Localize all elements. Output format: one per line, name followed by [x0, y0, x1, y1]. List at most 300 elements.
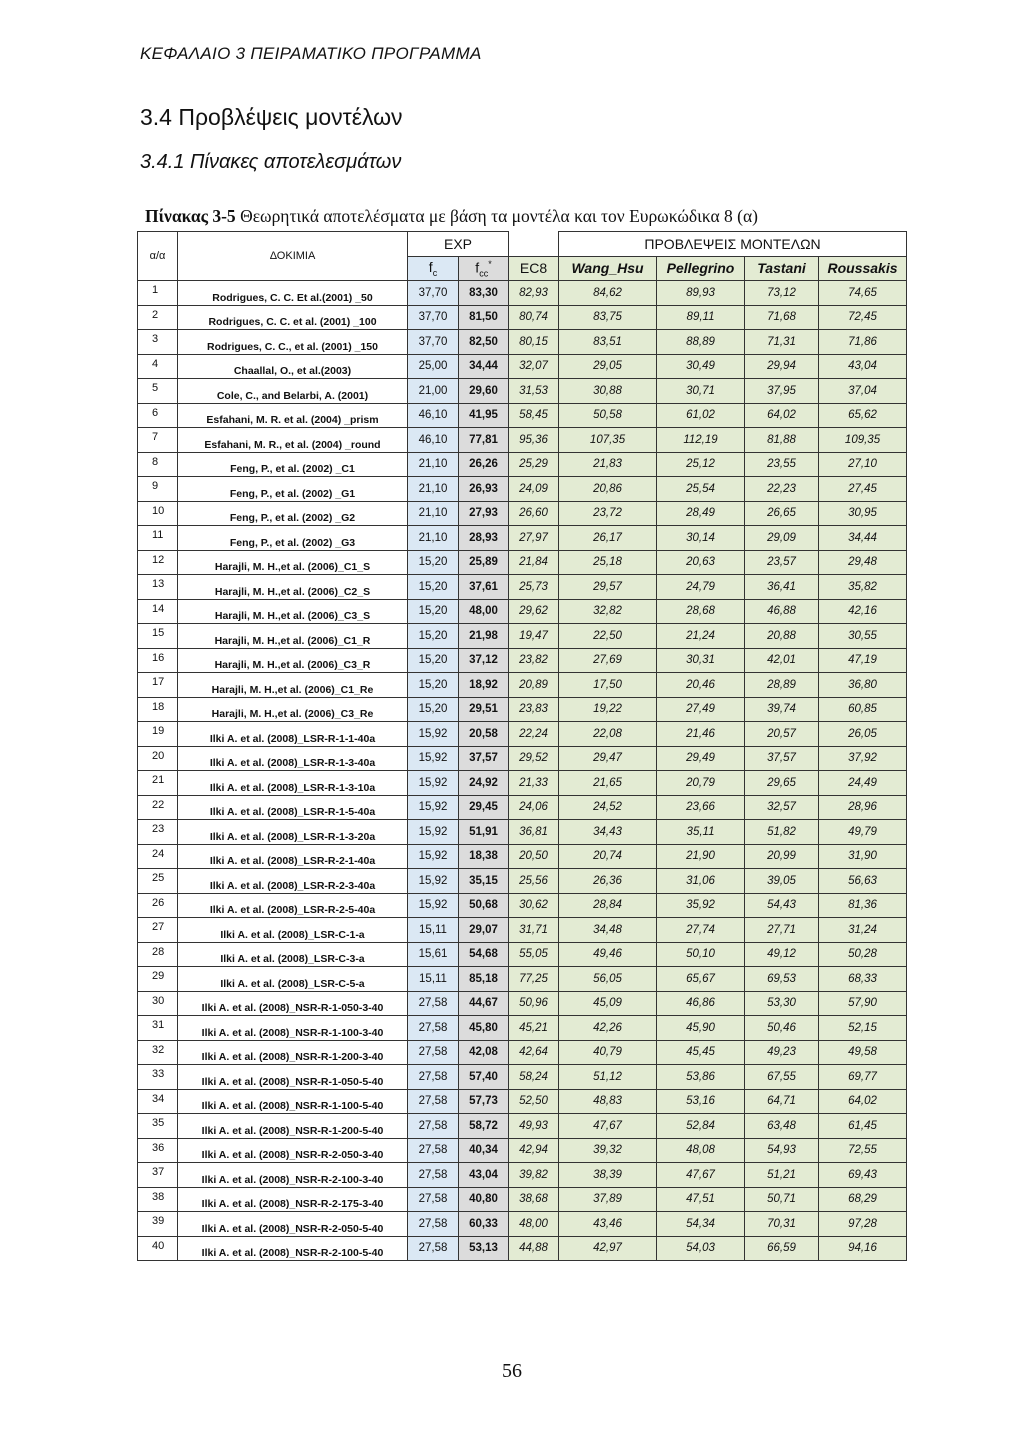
- test-name: Ilki A. et al. (2008)_LSR-R-1-3-40a: [178, 746, 408, 771]
- table-row: [138, 893, 907, 918]
- row-number: 1: [138, 281, 178, 306]
- fcc-value: 29,45: [459, 795, 509, 820]
- wang-hsu-value: 22,08: [559, 722, 657, 747]
- row-number: 8: [138, 452, 178, 477]
- fc-value: 37,70: [408, 330, 459, 355]
- pellegrino-value: 27,49: [657, 697, 745, 722]
- test-name: Ilki A. et al. (2008)_NSR-R-2-175-3-40: [178, 1187, 408, 1212]
- fc-value: 15,92: [408, 795, 459, 820]
- row-number: 29: [138, 967, 178, 992]
- roussakis-value: 74,65: [819, 281, 907, 306]
- row-number: 11: [138, 526, 178, 551]
- fcc-value: 40,34: [459, 1138, 509, 1163]
- fc-value: 27,58: [408, 1089, 459, 1114]
- row-number: 17: [138, 673, 178, 698]
- pellegrino-value: 89,11: [657, 305, 745, 330]
- roussakis-value: 109,35: [819, 428, 907, 453]
- fc-value: 27,58: [408, 1163, 459, 1188]
- table-row: [138, 281, 907, 306]
- test-name: Ilki A. et al. (2008)_LSR-R-1-1-40a: [178, 722, 408, 747]
- row-number: 13: [138, 575, 178, 600]
- table-row: [138, 1163, 907, 1188]
- table-row: [138, 1089, 907, 1114]
- tastani-value: 27,71: [745, 918, 819, 943]
- table-row: [138, 330, 907, 355]
- tastani-value: 39,05: [745, 869, 819, 894]
- fc-value: 46,10: [408, 403, 459, 428]
- table-row: [138, 477, 907, 502]
- fcc-value: 37,57: [459, 746, 509, 771]
- table-row: [138, 305, 907, 330]
- test-name: Ilki A. et al. (2008)_NSR-R-1-100-3-40: [178, 1016, 408, 1041]
- table-row: [138, 354, 907, 379]
- ec8-value: 58,24: [509, 1065, 559, 1090]
- fcc-value: 48,00: [459, 599, 509, 624]
- fc-value: 15,92: [408, 746, 459, 771]
- fc-value: 27,58: [408, 1187, 459, 1212]
- fc-value: 21,00: [408, 379, 459, 404]
- fcc-value: 44,67: [459, 991, 509, 1016]
- roussakis-value: 65,62: [819, 403, 907, 428]
- fcc-value: 41,95: [459, 403, 509, 428]
- ec8-value: 36,81: [509, 820, 559, 845]
- fc-value: 37,70: [408, 305, 459, 330]
- row-number: 38: [138, 1187, 178, 1212]
- test-name: Harajli, M. H.,et al. (2006)_C3_R: [178, 648, 408, 673]
- test-name: Chaallal, O., et al.(2003): [178, 354, 408, 379]
- ec8-value: 80,15: [509, 330, 559, 355]
- table-row: [138, 1236, 907, 1261]
- table-row: [138, 403, 907, 428]
- fcc-value: 35,15: [459, 869, 509, 894]
- row-number: 15: [138, 624, 178, 649]
- ec8-value: 32,07: [509, 354, 559, 379]
- table-row: [138, 991, 907, 1016]
- wang-hsu-value: 29,05: [559, 354, 657, 379]
- table-caption: [145, 206, 758, 227]
- tastani-value: 50,46: [745, 1016, 819, 1041]
- wang-hsu-value: 25,18: [559, 550, 657, 575]
- table-row: [138, 550, 907, 575]
- test-name: Ilki A. et al. (2008)_NSR-R-1-100-5-40: [178, 1089, 408, 1114]
- fcc-value: 20,58: [459, 722, 509, 747]
- fc-value: 37,70: [408, 281, 459, 306]
- roussakis-value: 52,15: [819, 1016, 907, 1041]
- fc-value: 21,10: [408, 501, 459, 526]
- pellegrino-value: 23,66: [657, 795, 745, 820]
- table-row: [138, 746, 907, 771]
- row-number: 10: [138, 501, 178, 526]
- wang-hsu-value: 24,52: [559, 795, 657, 820]
- wang-hsu-value: 30,88: [559, 379, 657, 404]
- ec8-value: 23,83: [509, 697, 559, 722]
- tastani-value: 64,71: [745, 1089, 819, 1114]
- fcc-value: 26,26: [459, 452, 509, 477]
- wang-hsu-value: 21,83: [559, 452, 657, 477]
- roussakis-value: 30,95: [819, 501, 907, 526]
- ec8-value: 25,73: [509, 575, 559, 600]
- pellegrino-value: 27,74: [657, 918, 745, 943]
- page-number: 56: [502, 1360, 522, 1382]
- table-row: [138, 820, 907, 845]
- table-row: [138, 452, 907, 477]
- roussakis-value: 31,24: [819, 918, 907, 943]
- pellegrino-value: 89,93: [657, 281, 745, 306]
- test-name: Ilki A. et al. (2008)_NSR-R-1-200-3-40: [178, 1040, 408, 1065]
- ec8-value: 30,62: [509, 893, 559, 918]
- ec8-value: 45,21: [509, 1016, 559, 1041]
- fcc-value: 40,80: [459, 1187, 509, 1212]
- ec8-value: 22,24: [509, 722, 559, 747]
- fc-value: 15,20: [408, 599, 459, 624]
- row-number: 35: [138, 1114, 178, 1139]
- ec8-value: 21,84: [509, 550, 559, 575]
- header-gap: [509, 232, 559, 257]
- test-name: Ilki A. et al. (2008)_NSR-R-2-100-5-40: [178, 1236, 408, 1261]
- tastani-value: 36,41: [745, 575, 819, 600]
- wang-hsu-value: 22,50: [559, 624, 657, 649]
- test-name: Ilki A. et al. (2008)_NSR-R-2-050-3-40: [178, 1138, 408, 1163]
- row-number: 24: [138, 844, 178, 869]
- test-name: Feng, P., et al. (2002) _G1: [178, 477, 408, 502]
- table-row: [138, 526, 907, 551]
- roussakis-value: 69,43: [819, 1163, 907, 1188]
- test-name: Ilki A. et al. (2008)_LSR-R-1-3-10a: [178, 771, 408, 796]
- test-name: Ilki A. et al. (2008)_NSR-R-1-200-5-40: [178, 1114, 408, 1139]
- fcc-value: 81,50: [459, 305, 509, 330]
- pellegrino-value: 20,79: [657, 771, 745, 796]
- header-ec8: EC8: [509, 256, 559, 281]
- table-row: [138, 697, 907, 722]
- row-number: 37: [138, 1163, 178, 1188]
- tastani-value: 26,65: [745, 501, 819, 526]
- pellegrino-value: 29,49: [657, 746, 745, 771]
- roussakis-value: 29,48: [819, 550, 907, 575]
- ec8-value: 77,25: [509, 967, 559, 992]
- test-name: Harajli, M. H.,et al. (2006)_C1_S: [178, 550, 408, 575]
- ec8-value: 25,56: [509, 869, 559, 894]
- tastani-value: 54,93: [745, 1138, 819, 1163]
- roussakis-value: 61,45: [819, 1114, 907, 1139]
- test-name: Harajli, M. H.,et al. (2006)_C3_Re: [178, 697, 408, 722]
- fc-value: 15,20: [408, 673, 459, 698]
- fcc-value: 43,04: [459, 1163, 509, 1188]
- table-row: [138, 648, 907, 673]
- row-number: 34: [138, 1089, 178, 1114]
- ec8-value: 20,89: [509, 673, 559, 698]
- pellegrino-value: 88,89: [657, 330, 745, 355]
- fcc-value: 60,33: [459, 1212, 509, 1237]
- roussakis-value: 97,28: [819, 1212, 907, 1237]
- test-name: Ilki A. et al. (2008)_LSR-R-2-3-40a: [178, 869, 408, 894]
- pellegrino-value: 21,46: [657, 722, 745, 747]
- results-table: [137, 231, 907, 1261]
- row-number: 19: [138, 722, 178, 747]
- wang-hsu-value: 42,26: [559, 1016, 657, 1041]
- wang-hsu-value: 49,46: [559, 942, 657, 967]
- header-roussakis: Roussakis: [819, 256, 907, 281]
- ec8-value: 19,47: [509, 624, 559, 649]
- fc-value: 27,58: [408, 1236, 459, 1261]
- fc-value: 15,92: [408, 820, 459, 845]
- fcc-value: 26,93: [459, 477, 509, 502]
- table-row: [138, 869, 907, 894]
- wang-hsu-value: 39,32: [559, 1138, 657, 1163]
- test-name: Esfahani, M. R. et al. (2004) _prism: [178, 403, 408, 428]
- pellegrino-value: 28,49: [657, 501, 745, 526]
- row-number: 33: [138, 1065, 178, 1090]
- pellegrino-value: 112,19: [657, 428, 745, 453]
- roussakis-value: 35,82: [819, 575, 907, 600]
- tastani-value: 29,09: [745, 526, 819, 551]
- tastani-value: 71,31: [745, 330, 819, 355]
- row-number: 16: [138, 648, 178, 673]
- tastani-value: 37,57: [745, 746, 819, 771]
- table-row: [138, 1187, 907, 1212]
- row-number: 23: [138, 820, 178, 845]
- ec8-value: 50,96: [509, 991, 559, 1016]
- pellegrino-value: 30,31: [657, 648, 745, 673]
- table-row: [138, 428, 907, 453]
- ec8-value: 31,71: [509, 918, 559, 943]
- fcc-value: 27,93: [459, 501, 509, 526]
- caption-label: Πίνακας 3-5: [145, 206, 236, 226]
- wang-hsu-value: 84,62: [559, 281, 657, 306]
- wang-hsu-value: 43,46: [559, 1212, 657, 1237]
- fc-value: 15,92: [408, 771, 459, 796]
- fcc-value: 58,72: [459, 1114, 509, 1139]
- wang-hsu-value: 83,75: [559, 305, 657, 330]
- wang-hsu-value: 20,74: [559, 844, 657, 869]
- pellegrino-value: 53,16: [657, 1089, 745, 1114]
- wang-hsu-value: 26,17: [559, 526, 657, 551]
- wang-hsu-value: 37,89: [559, 1187, 657, 1212]
- subsection-title: 3.4.1 Πίνακες αποτελεσμάτων: [140, 151, 402, 173]
- wang-hsu-value: 40,79: [559, 1040, 657, 1065]
- roussakis-value: 43,04: [819, 354, 907, 379]
- wang-hsu-value: 42,97: [559, 1236, 657, 1261]
- test-name: Ilki A. et al. (2008)_LSR-R-2-5-40a: [178, 893, 408, 918]
- fcc-value: 28,93: [459, 526, 509, 551]
- fcc-value: 34,44: [459, 354, 509, 379]
- row-number: 32: [138, 1040, 178, 1065]
- ec8-value: 21,33: [509, 771, 559, 796]
- fc-value: 21,10: [408, 526, 459, 551]
- fcc-value: 77,81: [459, 428, 509, 453]
- fc-value: 27,58: [408, 1065, 459, 1090]
- roussakis-value: 81,36: [819, 893, 907, 918]
- row-number: 6: [138, 403, 178, 428]
- pellegrino-value: 47,51: [657, 1187, 745, 1212]
- row-number: 12: [138, 550, 178, 575]
- tastani-value: 81,88: [745, 428, 819, 453]
- ec8-value: 27,97: [509, 526, 559, 551]
- row-number: 22: [138, 795, 178, 820]
- fc-value: 15,20: [408, 624, 459, 649]
- fcc-value: 21,98: [459, 624, 509, 649]
- wang-hsu-value: 38,39: [559, 1163, 657, 1188]
- ec8-value: 25,29: [509, 452, 559, 477]
- test-name: Harajli, M. H.,et al. (2006)_C3_S: [178, 599, 408, 624]
- wang-hsu-value: 27,69: [559, 648, 657, 673]
- fc-value: 15,92: [408, 722, 459, 747]
- row-number: 18: [138, 697, 178, 722]
- tastani-value: 37,95: [745, 379, 819, 404]
- roussakis-value: 42,16: [819, 599, 907, 624]
- test-name: Feng, P., et al. (2002) _G2: [178, 501, 408, 526]
- roussakis-value: 57,90: [819, 991, 907, 1016]
- tastani-value: 54,43: [745, 893, 819, 918]
- fcc-value: 51,91: [459, 820, 509, 845]
- table-row: [138, 771, 907, 796]
- ec8-value: 24,09: [509, 477, 559, 502]
- tastani-value: 49,23: [745, 1040, 819, 1065]
- wang-hsu-value: 20,86: [559, 477, 657, 502]
- ec8-value: 55,05: [509, 942, 559, 967]
- fc-value: 46,10: [408, 428, 459, 453]
- ec8-value: 44,88: [509, 1236, 559, 1261]
- roussakis-value: 49,79: [819, 820, 907, 845]
- roussakis-value: 27,45: [819, 477, 907, 502]
- wang-hsu-value: 28,84: [559, 893, 657, 918]
- wang-hsu-value: 21,65: [559, 771, 657, 796]
- tastani-value: 39,74: [745, 697, 819, 722]
- wang-hsu-value: 51,12: [559, 1065, 657, 1090]
- table-row: [138, 1065, 907, 1090]
- test-name: Ilki A. et al. (2008)_LSR-R-2-1-40a: [178, 844, 408, 869]
- tastani-value: 46,88: [745, 599, 819, 624]
- tastani-value: 69,53: [745, 967, 819, 992]
- caption-text: Θεωρητικά αποτελέσματα με βάση τα μοντέλα και τον Ευρωκώδικα 8 (α): [235, 206, 758, 226]
- tastani-value: 51,82: [745, 820, 819, 845]
- fc-value: 15,92: [408, 869, 459, 894]
- roussakis-value: 26,05: [819, 722, 907, 747]
- pellegrino-value: 21,90: [657, 844, 745, 869]
- wang-hsu-value: 32,82: [559, 599, 657, 624]
- wang-hsu-value: 56,05: [559, 967, 657, 992]
- fc-value: 15,11: [408, 918, 459, 943]
- ec8-value: 29,62: [509, 599, 559, 624]
- row-number: 27: [138, 918, 178, 943]
- wang-hsu-value: 83,51: [559, 330, 657, 355]
- pellegrino-value: 47,67: [657, 1163, 745, 1188]
- test-name: Feng, P., et al. (2002) _C1: [178, 452, 408, 477]
- test-name: Rodrigues, C. C. et al. (2001) _100: [178, 305, 408, 330]
- tastani-value: 51,21: [745, 1163, 819, 1188]
- row-number: 3: [138, 330, 178, 355]
- tastani-value: 53,30: [745, 991, 819, 1016]
- row-number: 25: [138, 869, 178, 894]
- ec8-value: 42,94: [509, 1138, 559, 1163]
- pellegrino-value: 45,45: [657, 1040, 745, 1065]
- roussakis-value: 50,28: [819, 942, 907, 967]
- row-number: 2: [138, 305, 178, 330]
- row-number: 26: [138, 893, 178, 918]
- pellegrino-value: 31,06: [657, 869, 745, 894]
- fcc-value: 24,92: [459, 771, 509, 796]
- tastani-value: 23,57: [745, 550, 819, 575]
- row-number: 36: [138, 1138, 178, 1163]
- wang-hsu-value: 34,48: [559, 918, 657, 943]
- ec8-value: 48,00: [509, 1212, 559, 1237]
- ec8-value: 80,74: [509, 305, 559, 330]
- test-name: Cole, C., and Belarbi, A. (2001): [178, 379, 408, 404]
- ec8-value: 38,68: [509, 1187, 559, 1212]
- fcc-value: 29,60: [459, 379, 509, 404]
- table-row: [138, 501, 907, 526]
- fcc-value: 83,30: [459, 281, 509, 306]
- row-number: 9: [138, 477, 178, 502]
- roussakis-value: 47,19: [819, 648, 907, 673]
- test-name: Ilki A. et al. (2008)_LSR-C-3-a: [178, 942, 408, 967]
- pellegrino-value: 35,92: [657, 893, 745, 918]
- fcc-value: 82,50: [459, 330, 509, 355]
- tastani-value: 50,71: [745, 1187, 819, 1212]
- row-number: 7: [138, 428, 178, 453]
- roussakis-value: 30,55: [819, 624, 907, 649]
- row-number: 20: [138, 746, 178, 771]
- table-row: [138, 722, 907, 747]
- test-name: Ilki A. et al. (2008)_LSR-R-1-5-40a: [178, 795, 408, 820]
- fcc-value: 53,13: [459, 1236, 509, 1261]
- header-wang-hsu: Wang_Hsu: [559, 256, 657, 281]
- pellegrino-value: 54,03: [657, 1236, 745, 1261]
- roussakis-value: 72,45: [819, 305, 907, 330]
- tastani-value: 29,94: [745, 354, 819, 379]
- fc-value: 15,20: [408, 697, 459, 722]
- tastani-value: 67,55: [745, 1065, 819, 1090]
- test-name: Ilki A. et al. (2008)_NSR-R-1-050-5-40: [178, 1065, 408, 1090]
- tastani-value: 73,12: [745, 281, 819, 306]
- test-name: Ilki A. et al. (2008)_NSR-R-2-050-5-40: [178, 1212, 408, 1237]
- wang-hsu-value: 29,57: [559, 575, 657, 600]
- table-row: [138, 575, 907, 600]
- wang-hsu-value: 23,72: [559, 501, 657, 526]
- test-name: Esfahani, M. R., et al. (2004) _round: [178, 428, 408, 453]
- fcc-value: 37,12: [459, 648, 509, 673]
- wang-hsu-value: 34,43: [559, 820, 657, 845]
- header-no: α/α: [138, 232, 178, 281]
- fc-value: 27,58: [408, 991, 459, 1016]
- pellegrino-value: 20,63: [657, 550, 745, 575]
- ec8-value: 52,50: [509, 1089, 559, 1114]
- fc-value: 21,10: [408, 452, 459, 477]
- table-row: [138, 1114, 907, 1139]
- ec8-value: 29,52: [509, 746, 559, 771]
- fc-value: 27,58: [408, 1114, 459, 1139]
- roussakis-value: 27,10: [819, 452, 907, 477]
- fc-value: 15,20: [408, 648, 459, 673]
- header-tastani: Tastani: [745, 256, 819, 281]
- test-name: Rodrigues, C. C. Et al.(2001) _50: [178, 281, 408, 306]
- table-row: [138, 967, 907, 992]
- fcc-value: 57,73: [459, 1089, 509, 1114]
- roussakis-value: 37,04: [819, 379, 907, 404]
- roussakis-value: 37,92: [819, 746, 907, 771]
- header-fcc: $f_{cc}^*$: [459, 256, 509, 281]
- roussakis-value: 71,86: [819, 330, 907, 355]
- ec8-value: 49,93: [509, 1114, 559, 1139]
- pellegrino-value: 61,02: [657, 403, 745, 428]
- ec8-value: 31,53: [509, 379, 559, 404]
- row-number: 40: [138, 1236, 178, 1261]
- row-number: 39: [138, 1212, 178, 1237]
- wang-hsu-value: 29,47: [559, 746, 657, 771]
- fc-value: 27,58: [408, 1212, 459, 1237]
- tastani-value: 71,68: [745, 305, 819, 330]
- ec8-value: 58,45: [509, 403, 559, 428]
- pellegrino-value: 45,90: [657, 1016, 745, 1041]
